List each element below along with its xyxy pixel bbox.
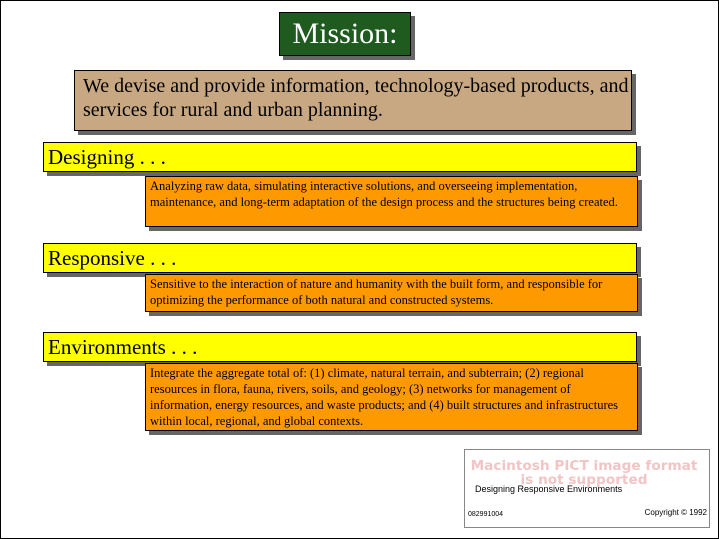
section-heading-environments: Environments . . . bbox=[43, 332, 637, 362]
footer-copyright: Copyright © 1992 bbox=[644, 508, 707, 517]
section-heading-responsive: Responsive . . . bbox=[43, 243, 637, 273]
section-text-designing: Analyzing raw data, simulating interactive solutions, and overseeing implementation, maintenance, and long-term adaptation of the design process and the structures being created. bbox=[145, 176, 638, 227]
page-title: Mission: bbox=[279, 12, 411, 56]
section-text-responsive: Sensitive to the interaction of nature and humanity with the built form, and responsible for optimizing the performance of both natural and constructed systems. bbox=[145, 274, 638, 312]
section-heading-designing: Designing . . . bbox=[43, 142, 637, 172]
pict-placeholder-text: Macintosh PICT image format is not supported bbox=[470, 459, 698, 488]
footer-image bbox=[464, 449, 710, 528]
mission-statement: We devise and provide information, technology-based products, and services for rural and urban planning. bbox=[74, 70, 632, 131]
footer-caption: Designing Responsive Environments bbox=[475, 484, 623, 494]
section-text-environments: Integrate the aggregate total of: (1) climate, natural terrain, and subterrain; (2) regional resources in flora, fauna, rivers, soils, and geology; (3) networks for management of information, energy resources, and waste products; and (4) built structures and infrastructures within local, regional, and global contexts. bbox=[145, 363, 638, 431]
footer-number: 082991004 bbox=[468, 511, 504, 518]
